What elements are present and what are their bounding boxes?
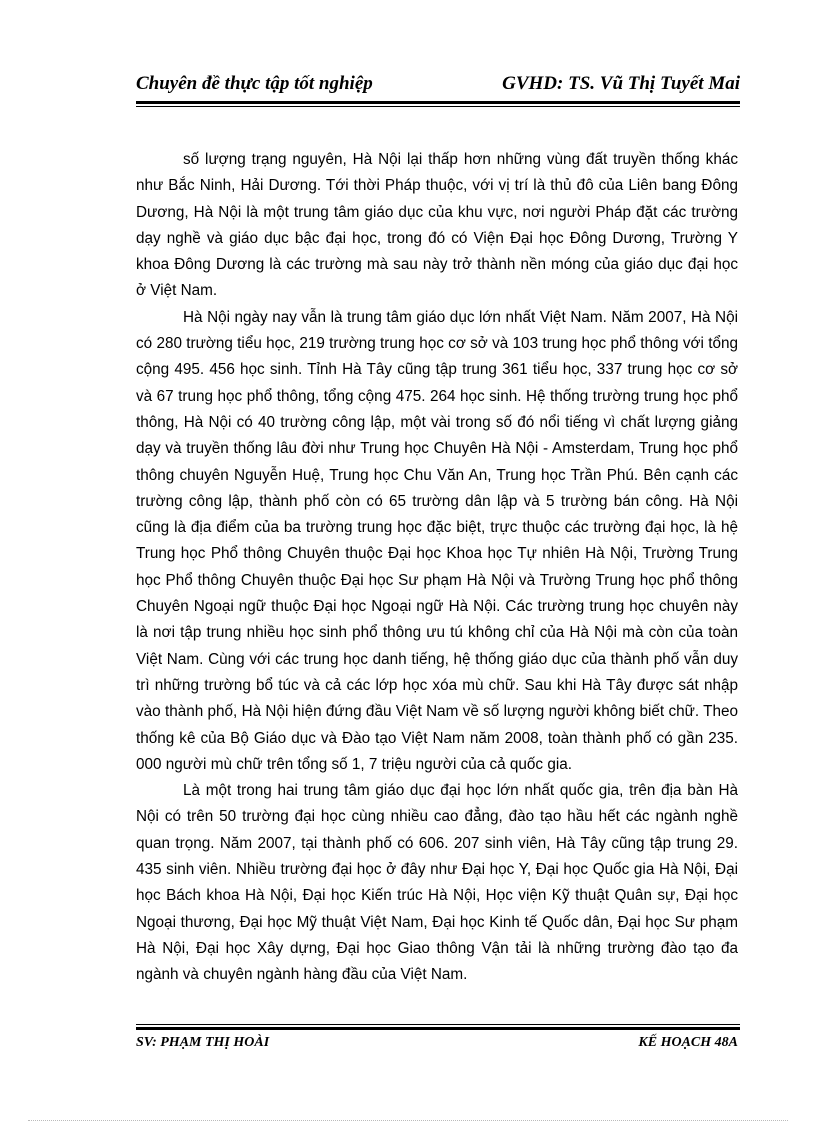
header-rule-thin <box>136 106 740 107</box>
footer-rule-thin <box>136 1024 740 1025</box>
advisor-name: GVHD: TS. Vũ Thị Tuyết Mai <box>502 73 740 94</box>
student-name: SV: PHẠM THỊ HOÀI <box>136 1035 270 1050</box>
page-header <box>136 72 740 98</box>
header-rule-thick <box>136 101 740 104</box>
document-title: Chuyên đề thực tập tốt nghiệp <box>136 73 373 94</box>
paragraph-2: Hà Nội ngày nay vẫn là trung tâm giáo dục lớn nhất Việt Nam. Năm 2007, Hà Nội có 280 trường tiểu học, 219 trường trung học cơ sở và 103 trung học phổ thông với tổng cộng 495. 456 học sinh. Tỉnh Hà Tây cũng tập trung 361 tiểu học, 337 trung học cơ sở và 67 trung học phổ thông, tổng cộng 475. 264 học sinh. Hệ thống trường trung học phổ thông, Hà Nội có 40 trường công lập, một vài trong số đó nổi tiếng vì chất lượng giảng dạy và truyền thống lâu đời như Trung học Chuyên Hà Nội - Amsterdam, Trung học phổ thông chuyên Nguyễn Huệ, Trung học Chu Văn An, Trung học Trần Phú. Bên cạnh các trường công lập, thành phố còn có 65 trường dân lập và 5 trường bán công. Hà Nội cũng là địa điểm của ba trường trung học đặc biệt, trực thuộc các trường đại học, là hệ Trung học Phổ thông Chuyên thuộc Đại học Khoa học Tự nhiên Hà Nội, Trường Trung học Phổ thông Chuyên thuộc Đại học Sư phạm Hà Nội và Trường Trung học phổ thông Chuyên Ngoại ngữ thuộc Đại học Ngoại ngữ Hà Nội. Các trường trung học chuyên này là nơi tập trung nhiều học sinh phổ thông ưu tú không chỉ của Hà Nội mà còn của toàn Việt Nam. Cùng với các trung học danh tiếng, hệ thống giáo dục của thành phố vẫn duy trì những trường bổ túc và cả các lớp học xóa mù chữ. Sau khi Hà Tây được sát nhập vào thành phố, Hà Nội hiện đứng đầu Việt Nam về số lượng người không biết chữ. Theo thống kê của Bộ Giáo dục và Đào tạo Việt Nam năm 2008, toàn thành phố có gần 235. 000 người mù chữ trên tổng số 1, 7 triệu người của cả quốc gia. <box>136 308 738 773</box>
class-name: KẾ HOẠCH 48A <box>638 1035 738 1050</box>
page-edge-divider <box>28 1120 788 1122</box>
paragraph-1: số lượng trạng nguyên, Hà Nội lại thấp hơn những vùng đất truyền thống khác như Bắc Ninh, Hải Dương. Tới thời Pháp thuộc, với vị trí là thủ đô của Liên bang Đông Dương, Hà Nội là một trung tâm giáo dục của khu vực, nơi người Pháp đặt các trường dạy nghề và giáo dục bậc đại học, trong đó có Viện Đại học Đông Dương, Trường Y khoa Đông Dương là các trường mà sau này trở thành nền móng của giáo dục đại học ở Việt Nam. <box>136 151 738 300</box>
page-footer <box>136 1033 740 1055</box>
footer-rule-thick <box>136 1027 740 1030</box>
body-text <box>136 147 738 989</box>
paragraph-3: Là một trong hai trung tâm giáo dục đại học lớn nhất quốc gia, trên địa bàn Hà Nội có trên 50 trường đại học cùng nhiều cao đẳng, đào tạo hầu hết các ngành nghề quan trọng. Năm 2007, tại thành phố có 606. 207 sinh viên, Hà Tây cũng tập trung 29. 435 sinh viên. Nhiều trường đại học ở đây như Đại học Y, Đại học Quốc gia Hà Nội, Đại học Bách khoa Hà Nội, Đại học Kiến trúc Hà Nội, Học viện Kỹ thuật Quân sự, Đại học Ngoại thương, Đại học Mỹ thuật Việt Nam, Đại học Kinh tế Quốc dân, Đại học Sư phạm Hà Nội, Đại học Xây dựng, Đại học Giao thông Vận tải là những trường đào tạo đa ngành và chuyên ngành hàng đầu của Việt Nam. <box>136 782 738 984</box>
